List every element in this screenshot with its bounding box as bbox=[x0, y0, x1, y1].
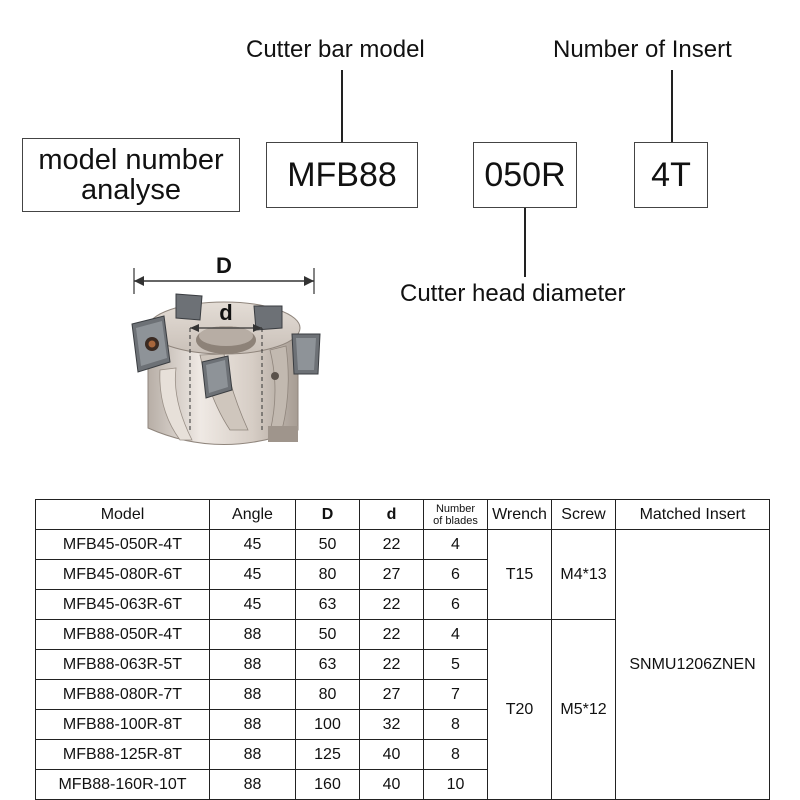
col-header-model: Model bbox=[36, 500, 210, 530]
code-box-insert-count: 4T bbox=[634, 142, 708, 208]
cell-D: 63 bbox=[296, 650, 360, 680]
cell-angle: 88 bbox=[210, 680, 296, 710]
cell-blades: 6 bbox=[424, 560, 488, 590]
col-header-d: d bbox=[360, 500, 424, 530]
col-header-blades-line2: of blades bbox=[433, 514, 478, 527]
code-box-bar-model: MFB88 bbox=[266, 142, 418, 208]
cell-blades: 7 bbox=[424, 680, 488, 710]
cell-blades: 4 bbox=[424, 530, 488, 560]
cell-model: MFB45-050R-4T bbox=[36, 530, 210, 560]
cell-angle: 45 bbox=[210, 590, 296, 620]
cell-blades: 6 bbox=[424, 590, 488, 620]
cell-D: 100 bbox=[296, 710, 360, 740]
insert-right bbox=[292, 334, 320, 374]
table-row bbox=[36, 530, 770, 560]
cell-D: 80 bbox=[296, 560, 360, 590]
table-header-row bbox=[36, 500, 770, 530]
cell-angle: 88 bbox=[210, 770, 296, 800]
cell-model: MFB88-160R-10T bbox=[36, 770, 210, 800]
cell-d: 22 bbox=[360, 620, 424, 650]
col-header-blades bbox=[424, 500, 488, 530]
cell-angle: 45 bbox=[210, 560, 296, 590]
cell-blades: 8 bbox=[424, 710, 488, 740]
cell-screw-group-b: M5*12 bbox=[552, 620, 616, 800]
cell-wrench-group-b: T20 bbox=[488, 620, 552, 800]
cell-model: MFB88-063R-5T bbox=[36, 650, 210, 680]
cell-angle: 45 bbox=[210, 530, 296, 560]
analyse-line-1: model number bbox=[38, 144, 224, 176]
cell-D: 160 bbox=[296, 770, 360, 800]
col-header-blades-line1: Number bbox=[435, 502, 476, 515]
label-d: d bbox=[219, 300, 233, 325]
code-box-head-diameter: 050R bbox=[473, 142, 577, 208]
cell-angle: 88 bbox=[210, 710, 296, 740]
cell-d: 40 bbox=[360, 770, 424, 800]
cell-matched-insert: SNMU1206ZNEN bbox=[616, 530, 770, 800]
cell-blades: 8 bbox=[424, 740, 488, 770]
cell-model: MFB88-100R-8T bbox=[36, 710, 210, 740]
cell-blades: 5 bbox=[424, 650, 488, 680]
col-header-D: D bbox=[296, 500, 360, 530]
cell-d: 40 bbox=[360, 740, 424, 770]
cell-wrench-group-a: T15 bbox=[488, 530, 552, 620]
cell-angle: 88 bbox=[210, 650, 296, 680]
cell-model: MFB88-125R-8T bbox=[36, 740, 210, 770]
cell-D: 50 bbox=[296, 620, 360, 650]
cell-angle: 88 bbox=[210, 620, 296, 650]
callout-number-of-insert: Number of Insert bbox=[553, 36, 732, 63]
cell-model: MFB45-080R-6T bbox=[36, 560, 210, 590]
col-header-wrench: Wrench bbox=[488, 500, 552, 530]
leader-head-diameter bbox=[524, 207, 526, 277]
cell-angle: 88 bbox=[210, 740, 296, 770]
cell-D: 80 bbox=[296, 680, 360, 710]
col-header-matched-insert: Matched Insert bbox=[616, 500, 770, 530]
cell-d: 22 bbox=[360, 650, 424, 680]
cell-d: 22 bbox=[360, 530, 424, 560]
callout-cutter-head-diameter: Cutter head diameter bbox=[400, 280, 626, 307]
cell-screw-group-a: M4*13 bbox=[552, 530, 616, 620]
cell-d: 32 bbox=[360, 710, 424, 740]
cell-model: MFB45-063R-6T bbox=[36, 590, 210, 620]
cell-d: 27 bbox=[360, 680, 424, 710]
col-header-screw: Screw bbox=[552, 500, 616, 530]
cell-D: 50 bbox=[296, 530, 360, 560]
cell-D: 125 bbox=[296, 740, 360, 770]
cell-d: 27 bbox=[360, 560, 424, 590]
cell-d: 22 bbox=[360, 590, 424, 620]
cell-model: MFB88-050R-4T bbox=[36, 620, 210, 650]
model-number-analyse-box bbox=[22, 138, 240, 212]
cutter-head-illustration bbox=[120, 250, 330, 470]
cell-blades: 4 bbox=[424, 620, 488, 650]
cell-blades: 10 bbox=[424, 770, 488, 800]
leader-bar-model bbox=[341, 70, 343, 142]
callout-cutter-bar-model: Cutter bar model bbox=[246, 36, 425, 63]
label-D: D bbox=[216, 253, 232, 278]
insert-back-left bbox=[176, 294, 202, 320]
cell-model: MFB88-080R-7T bbox=[36, 680, 210, 710]
leader-insert-count bbox=[671, 70, 673, 142]
insert-front bbox=[202, 356, 232, 398]
analyse-line-2: analyse bbox=[81, 174, 181, 206]
cell-D: 63 bbox=[296, 590, 360, 620]
insert-front-left bbox=[132, 316, 170, 372]
col-header-angle: Angle bbox=[210, 500, 296, 530]
spec-table bbox=[35, 499, 770, 800]
